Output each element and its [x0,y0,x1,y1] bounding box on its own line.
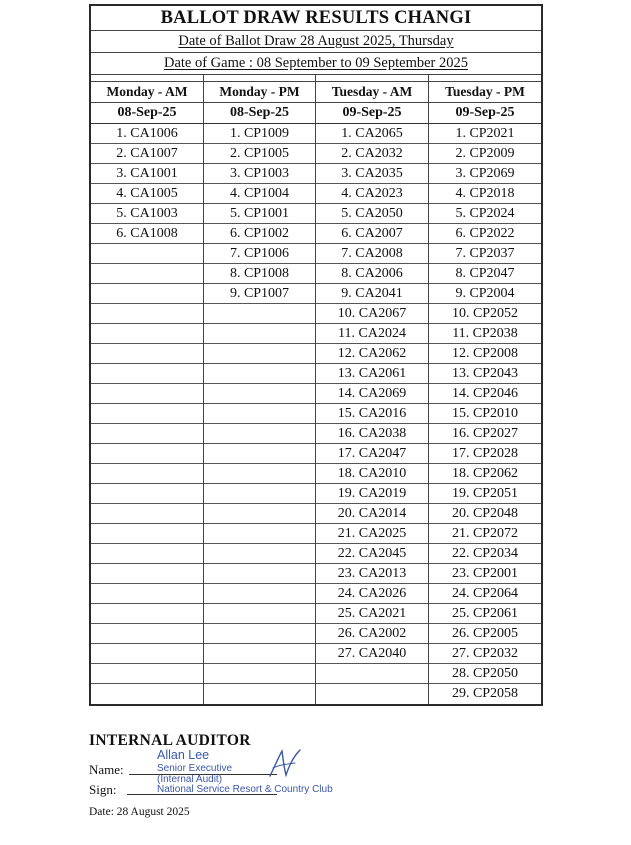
auditor-date: Date: 28 August 2025 [89,806,190,818]
column-tuesday-am [316,82,429,704]
ballot-entry: 29. CP2058 [451,686,519,701]
stamp-org: National Service Resort & Country Club [157,784,333,795]
ballot-entry: 6. CA1008 [91,224,203,244]
empty-cell [91,484,203,504]
ballot-entry: 11. CP2038 [429,324,541,344]
ballot-entry: 18. CA2010 [316,464,428,484]
ballot-entry: 20. CP2048 [429,504,541,524]
ballot-entry: 12. CP2008 [429,344,541,364]
empty-cell [91,504,203,524]
column-monday-am [91,82,204,704]
ballot-entry: 9. CP2004 [429,284,541,304]
ballot-entry: 1. CA1006 [91,124,203,144]
ballot-entry: 15. CP2010 [429,404,541,424]
ballot-results-table [89,4,543,706]
column-date-header: 08-Sep-25 [91,103,203,124]
empty-cell [204,384,315,404]
ballot-entry: 1. CA2065 [316,124,428,144]
ballot-entry: 23. CP2001 [429,564,541,584]
empty-cell [204,564,315,584]
column-entries [316,124,428,704]
empty-cell [204,664,315,684]
column-day-header: Tuesday - AM [316,82,428,103]
column-date-header: 08-Sep-25 [204,103,315,124]
empty-cell [91,644,203,664]
empty-cell [91,324,203,344]
ballot-entry: 7. CP2037 [429,244,541,264]
column-monday-pm [204,82,316,704]
empty-cell [91,364,203,384]
ballot-entry: 5. CP2024 [429,204,541,224]
ballot-entry: 28. CP2050 [429,664,541,684]
column-tuesday-pm [429,82,541,704]
ballot-entry: 19. CA2019 [316,484,428,504]
ballot-entry: 5. CA2050 [316,204,428,224]
empty-cell [91,404,203,424]
results-grid [91,82,541,704]
column-date-header: 09-Sep-25 [316,103,428,124]
ballot-entry: 17. CP2028 [429,444,541,464]
name-label: Name: [89,762,124,777]
empty-cell [204,344,315,364]
spacer-row [91,75,541,82]
ballot-entry: 16. CA2038 [316,424,428,444]
ballot-entry: 9. CA2041 [316,284,428,304]
ballot-entry: 4. CP1004 [204,184,315,204]
ballot-entry: 4. CP2018 [429,184,541,204]
ballot-entry: 26. CA2002 [316,624,428,644]
stamp-title: Senior Executive [157,763,233,774]
empty-cell [91,424,203,444]
empty-cell [91,564,203,584]
ballot-entry: 19. CP2051 [429,484,541,504]
ballot-entry: 15. CA2016 [316,404,428,424]
ballot-entry: 3. CA1001 [91,164,203,184]
column-entries [91,124,203,704]
empty-cell [91,604,203,624]
empty-cell [91,284,203,304]
empty-cell [204,624,315,644]
ballot-entry: 21. CP2072 [429,524,541,544]
internal-auditor-section [89,732,549,832]
ballot-entry: 1. CP2021 [429,124,541,144]
ballot-entry: 11. CA2024 [316,324,428,344]
ballot-entry: 1. CP1009 [204,124,315,144]
ballot-entry: 13. CP2043 [429,364,541,384]
handwritten-signature-icon [267,748,303,780]
empty-cell [204,364,315,384]
ballot-entry: 6. CP2022 [429,224,541,244]
empty-cell [204,644,315,664]
column-entries [204,124,315,704]
document-title: BALLOT DRAW RESULTS CHANGI [91,6,541,31]
empty-cell [91,264,203,284]
empty-cell [91,304,203,324]
empty-cell [91,384,203,404]
empty-cell [204,584,315,604]
column-entries [429,124,541,704]
empty-cell [91,244,203,264]
empty-cell [91,664,203,684]
ballot-entry: 16. CP2027 [429,424,541,444]
ballot-entry: 3. CP1003 [204,164,315,184]
ballot-entry: 2. CA1007 [91,144,203,164]
ballot-entry: 21. CA2025 [316,524,428,544]
ballot-entry: 24. CA2026 [316,584,428,604]
empty-cell [316,664,428,684]
ballot-entry: 10. CA2067 [316,304,428,324]
ballot-entry: 6. CP1002 [204,224,315,244]
sign-label: Sign: [89,782,117,797]
ballot-entry: 7. CP1006 [204,244,315,264]
column-day-header: Tuesday - PM [429,82,541,103]
empty-cell [91,584,203,604]
ballot-entry: 7. CA2008 [316,244,428,264]
ballot-entry: 3. CA2035 [316,164,428,184]
game-date: Date of Game : 08 September to 09 September 2025 [91,53,541,75]
ballot-entry: 23. CA2013 [316,564,428,584]
ballot-entry: 14. CA2069 [316,384,428,404]
ballot-entry: 12. CA2062 [316,344,428,364]
ballot-entry: 25. CP2061 [429,604,541,624]
ballot-entry: 24. CP2064 [429,584,541,604]
empty-cell [91,684,203,704]
ballot-entry: 10. CP2052 [429,304,541,324]
empty-cell [91,524,203,544]
empty-cell [204,404,315,424]
ballot-entry: 8. CP1008 [204,264,315,284]
ballot-entry: 4. CA1005 [91,184,203,204]
ballot-entry: 9. CP1007 [204,284,315,304]
empty-cell [204,464,315,484]
stamp-name: Allan Lee [157,748,210,762]
auditor-heading: INTERNAL AUDITOR [89,732,251,749]
empty-cell [204,324,315,344]
ballot-entry: 25. CA2021 [316,604,428,624]
empty-cell [204,604,315,624]
empty-cell [91,624,203,644]
column-day-header: Monday - AM [91,82,203,103]
empty-cell [204,444,315,464]
ballot-entry: 14. CP2046 [429,384,541,404]
ballot-entry: 5. CA1003 [91,204,203,224]
ballot-entry: 2. CP2009 [429,144,541,164]
ballot-entry: 22. CA2045 [316,544,428,564]
ballot-entry: 17. CA2047 [316,444,428,464]
ballot-entry: 6. CA2007 [316,224,428,244]
empty-cell [204,544,315,564]
ballot-entry: 26. CP2005 [429,624,541,644]
ballot-entry: 4. CA2023 [316,184,428,204]
ballot-entry: 5. CP1001 [204,204,315,224]
ballot-entry: 8. CA2006 [316,264,428,284]
empty-cell [204,424,315,444]
stamp-dept: (Internal Audit) [157,774,223,785]
ballot-entry: 22. CP2034 [429,544,541,564]
empty-cell [91,444,203,464]
ballot-entry: 27. CA2040 [316,644,428,664]
ballot-entry: 20. CA2014 [316,504,428,524]
ballot-entry: 13. CA2061 [316,364,428,384]
column-day-header: Monday - PM [204,82,315,103]
ballot-entry: 2. CP1005 [204,144,315,164]
ballot-entry: 3. CP2069 [429,164,541,184]
empty-cell [204,484,315,504]
ballot-draw-date: Date of Ballot Draw 28 August 2025, Thursday [91,31,541,53]
ballot-entry: 18. CP2062 [429,464,541,484]
empty-cell [204,304,315,324]
empty-cell [91,344,203,364]
ballot-entry: 27. CP2032 [429,644,541,664]
ballot-entry: 2. CA2032 [316,144,428,164]
empty-cell [91,544,203,564]
empty-cell [204,504,315,524]
ballot-entry: 8. CP2047 [429,264,541,284]
empty-cell [316,684,428,704]
empty-cell [91,464,203,484]
column-date-header: 09-Sep-25 [429,103,541,124]
empty-cell [204,524,315,544]
empty-cell [204,684,315,704]
